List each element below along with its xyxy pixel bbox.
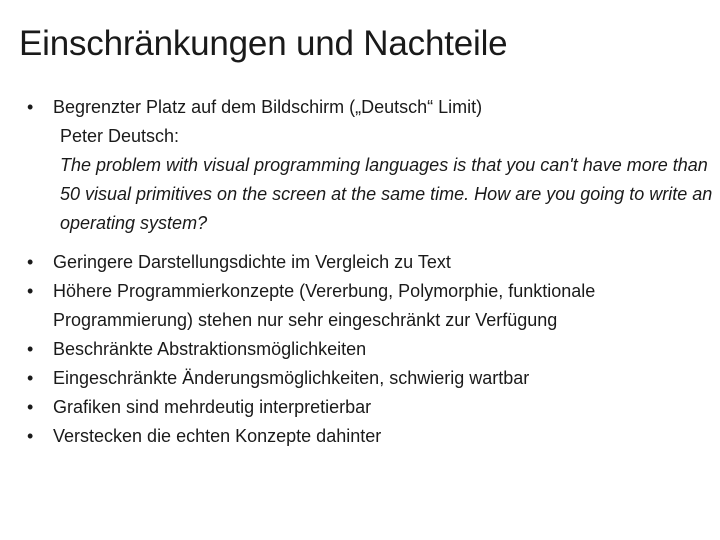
bullet-glyph: • (27, 281, 34, 301)
bullet-list (27, 93, 717, 451)
bullet-item-screen-space (27, 93, 717, 238)
quote-text: The problem with visual programming languages is that you can't have more than 50 visual primitives on the screen at the same time. How are you going to write an operating system? (60, 155, 713, 233)
bullet-glyph: • (27, 97, 34, 117)
bullet-item-density (27, 248, 717, 277)
slide-title: Einschränkungen und Nachteile (19, 24, 508, 63)
bullet-item-ambiguity (27, 393, 717, 422)
bullet-glyph: • (27, 339, 34, 359)
bullet-item-hidden-concepts (27, 422, 717, 451)
bullet-text: Beschränkte Abstraktionsmöglichkeiten (53, 339, 367, 359)
quote-author: Peter Deutsch: (60, 126, 180, 146)
bullet-glyph: • (27, 397, 34, 417)
bullet-item-maintainability (27, 364, 717, 393)
bullet-text: Geringere Darstellungsdichte im Vergleich zu Text (53, 252, 451, 272)
quote-block (53, 122, 717, 238)
bullet-text: Eingeschränkte Änderungsmöglichkeiten, schwierig wartbar (53, 368, 530, 388)
bullet-glyph: • (27, 252, 34, 272)
bullet-text: Begrenzter Platz auf dem Bildschirm („Deutsch“ Limit) (53, 97, 483, 117)
bullet-text: Höhere Programmierkonzepte (Vererbung, Polymorphie, funktionale Programmierung) stehen nur sehr eingeschränkt zur Verfügung (53, 281, 596, 330)
bullet-item-higher-concepts (27, 277, 717, 335)
bullet-text: Verstecken die echten Konzepte dahinter (53, 426, 382, 446)
bullet-text: Grafiken sind mehrdeutig interpretierbar (53, 397, 372, 417)
bullet-glyph: • (27, 426, 34, 446)
bullet-glyph: • (27, 368, 34, 388)
bullet-item-abstraction (27, 335, 717, 364)
